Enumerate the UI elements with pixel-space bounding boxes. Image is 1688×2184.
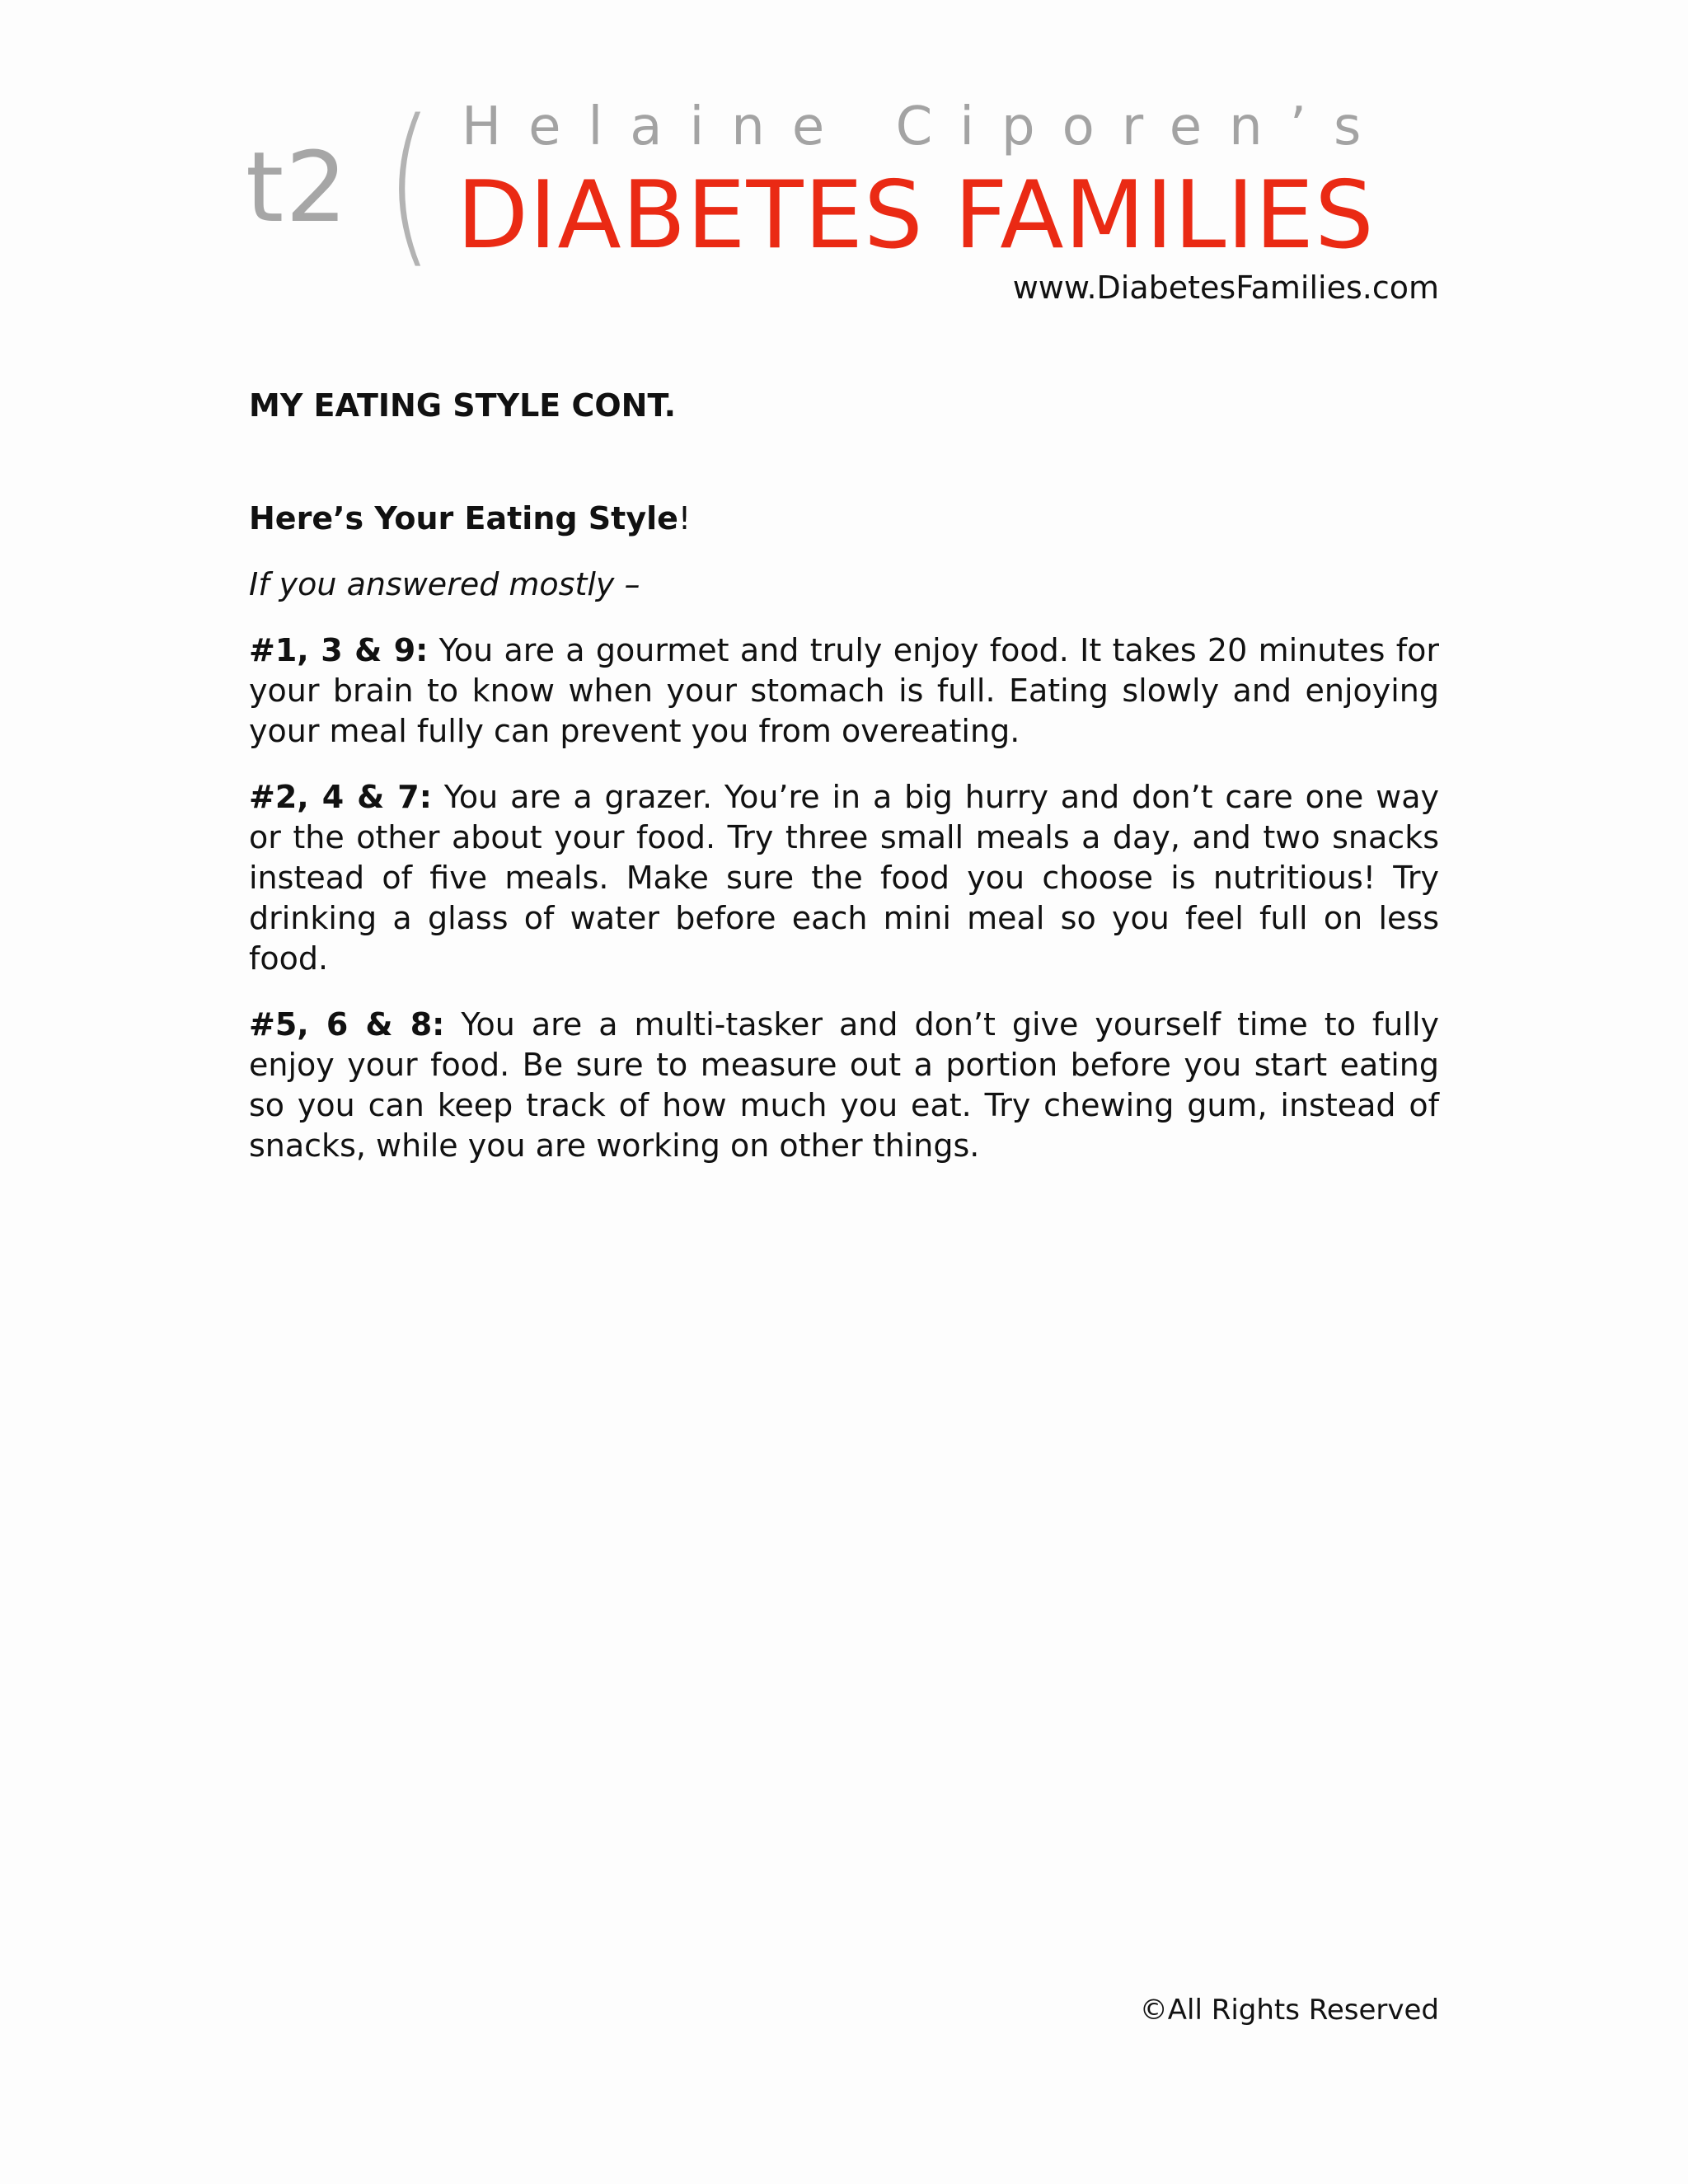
answer-group-label: #1, 3 & 9: (249, 632, 429, 668)
eating-style-paragraph (249, 1005, 1439, 1166)
eating-style-heading-text: Here’s Your Eating Style (249, 500, 678, 537)
eating-style-paragraph (249, 630, 1439, 752)
answer-group-label: #2, 4 & 7: (249, 779, 432, 815)
section-title: MY EATING STYLE CONT. (249, 387, 677, 424)
website-url: www.DiabetesFamilies.com (1012, 269, 1439, 306)
eating-style-heading (249, 499, 1439, 539)
answer-group-text: You are a multi-tasker and don’t give yourself time to fully enjoy your food. Be sure to measure out a portion before you start eating so you can keep track of how much you eat. Try chewing gum, instead of snacks, while you are working on other things. (249, 1006, 1439, 1164)
logo-brand-name: DIABETES FAMILIES (457, 161, 1375, 269)
answer-group-text: You are a gourmet and truly enjoy food. It takes 20 minutes for your brain to know when your stomach is full. Eating slowly and enjoying your meal fully can prevent you from overeating. (249, 632, 1439, 749)
document-body (249, 386, 1439, 1166)
answer-group-label: #5, 6 & 8: (249, 1006, 445, 1043)
logo-paren: ( (386, 82, 434, 284)
copyright-notice: ©All Rights Reserved (1139, 1994, 1439, 2027)
answer-intro: If you answered mostly – (249, 566, 640, 602)
logo-t2: t2 (246, 130, 349, 244)
document-header (0, 0, 1688, 330)
eating-style-heading-suffix: ! (678, 500, 692, 537)
answer-group-text: You are a grazer. You’re in a big hurry and don’t care one way or the other about your food. Try three small meals a day, and two snacks instead of five meals. Make sure the food you choose is nutritious! Try drinking a glass of water before each mini meal so you feel full on less food. (249, 779, 1439, 977)
eating-style-paragraph (249, 777, 1439, 979)
logo-author-name: Helaine Ciporen’s (462, 96, 1389, 157)
